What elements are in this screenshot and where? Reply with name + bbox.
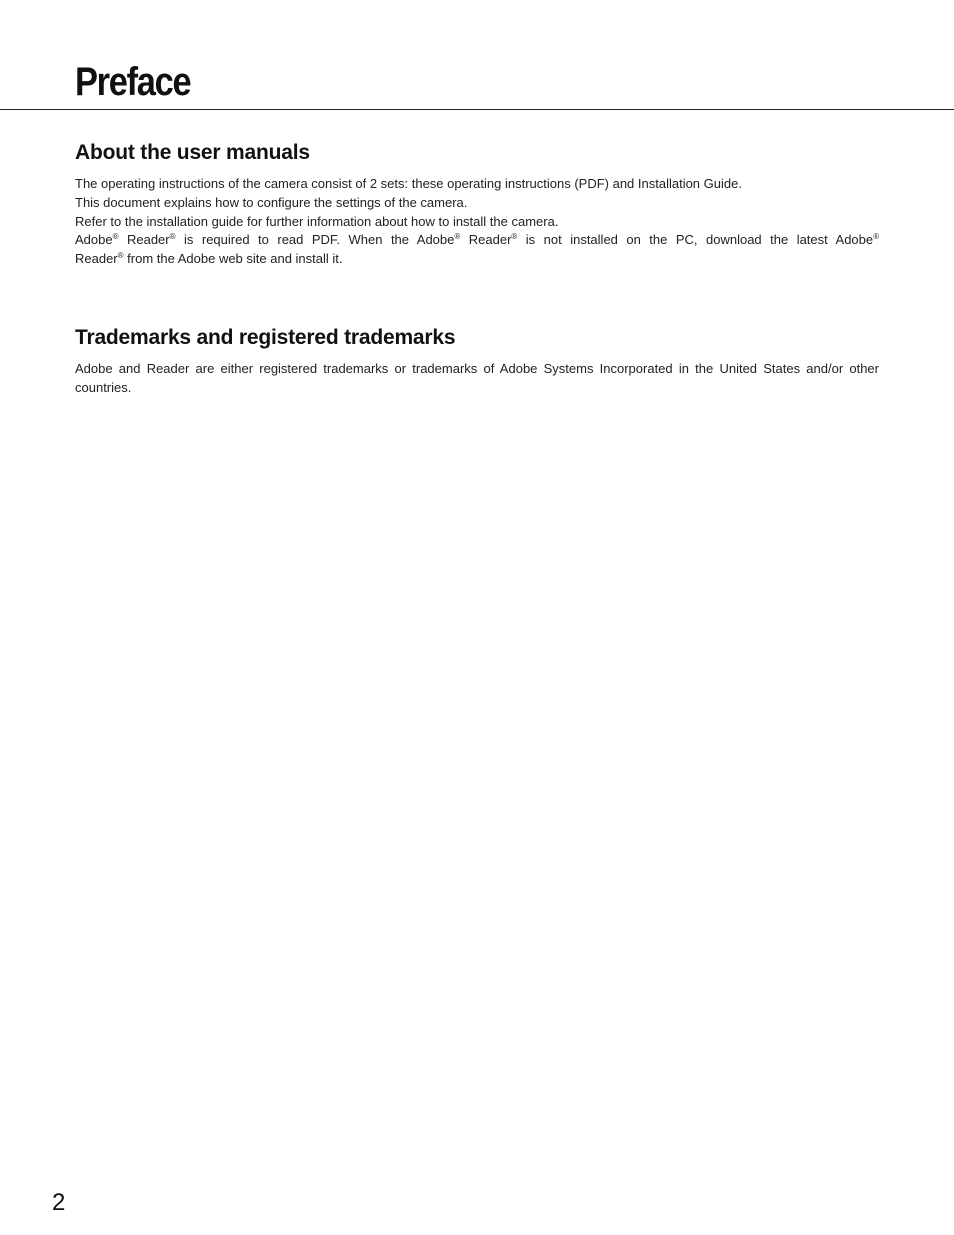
page-number: 2 [52,1189,66,1216]
section-trademarks [75,325,879,398]
registered-mark: ® [112,232,119,242]
text-adobe: Adobe [75,232,113,248]
text-reader: Reader [460,232,512,248]
about-line-4 [75,231,879,250]
registered-mark: ® [117,251,124,261]
text-segment: is required to read PDF. When the Adobe [175,232,455,248]
title-divider [0,109,954,110]
section-heading-trademarks: Trademarks and registered trademarks [75,326,456,349]
registered-mark: ® [169,232,176,242]
about-line-3: Refer to the installation guide for further information about how to install the camera. [75,213,559,229]
registered-mark: ® [873,232,880,242]
registered-mark: ® [454,232,461,242]
about-line-5 [75,250,879,269]
trademarks-paragraph: Adobe and Reader are either registered trademarks or trademarks of Adobe Systems Incorporated in the United States and/or other countries. [75,361,879,395]
text-reader: Reader [118,232,170,248]
page-title: Preface [75,60,191,104]
about-line-2: This document explains how to configure the settings of the camera. [75,194,468,210]
section-body-about [75,175,879,269]
section-body-trademarks [75,360,879,398]
section-about-user-manuals [75,140,879,269]
about-line-1: The operating instructions of the camera consist of 2 sets: these operating instructions (PDF) and Installation Guide. [75,176,742,191]
section-heading-about: About the user manuals [75,141,310,164]
registered-mark: ® [511,232,518,242]
text-reader: Reader [75,251,118,267]
text-segment: from the Adobe web site and install it. [123,251,343,267]
text-segment: is not installed on the PC, download the latest Adobe [517,232,874,248]
